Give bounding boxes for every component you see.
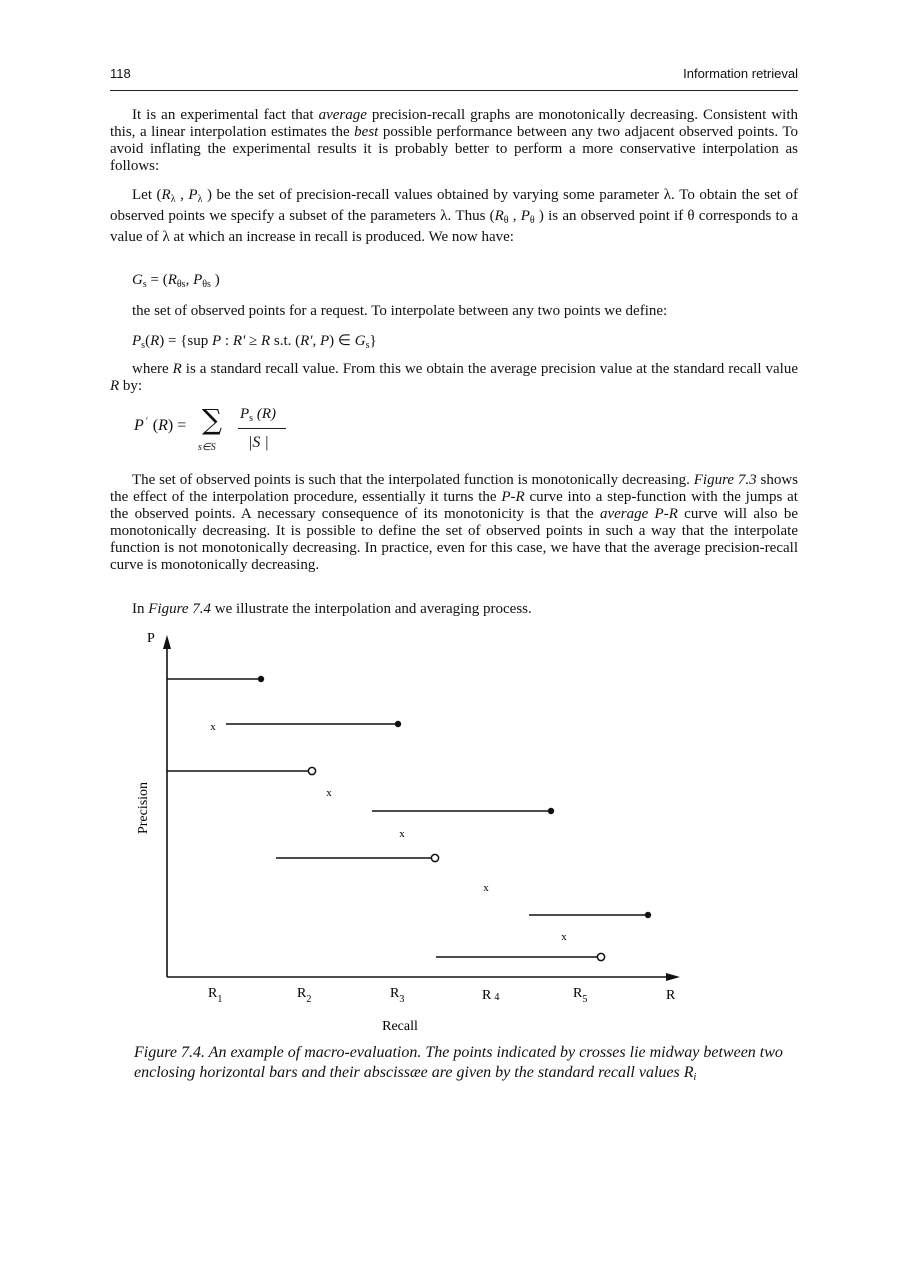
cross-marker: x [561, 931, 567, 943]
x-tick-r1: $R_1$ [208, 986, 223, 1005]
paragraph-5: The set of observed points is such that the interpolated function is monotonically decreasing. Figure 7.3 shows the effect of the interpolation procedure, essentially it turns the P-R curve into a step-function with the jumps at the observed points. A necessary consequence of its monotonicity is that the average P-R curve will also be monotonically decreasing. It is possible to define the set of observed points in such a way that the interpolate function is not monotonically decreasing. In practice, even for this case, we have that the average precision-recall curve is monotonically decreasing. [110, 472, 798, 573]
paragraph-1: It is an experimental fact that average precision-recall graphs are monotonically decreasing. Consistent with this, a linear interpolation estimates the best possible performance between any two adjacent observed points. To avoid inflating the experimental results it is probably better to perform a more conservative interpolation as follows: [110, 107, 798, 174]
open-point-marker [597, 953, 604, 960]
paragraph-3: the set of observed points for a request. To interpolate between any two points we define: [132, 303, 668, 319]
x-tick-r5: $R_5$ [573, 986, 588, 1005]
filled-point-marker [258, 676, 264, 682]
y-axis-arrow-icon [163, 635, 171, 649]
header-rule [110, 90, 798, 91]
y-axis-label: Precision [136, 781, 151, 835]
open-point-marker [431, 854, 438, 861]
sigma-symbol: ∑ [202, 403, 222, 436]
x-tick-r2: $R_2$ [297, 986, 312, 1005]
filled-point-marker [548, 808, 554, 814]
equation-ps: $P_s(R) = \{sup$ P : R' ≥ R s.t. (R', P) ∈ $G_s$} [132, 333, 377, 351]
filled-point-marker [645, 912, 651, 918]
paragraph-6: In Figure 7.4 we illustrate the interpolation and averaging process. [132, 601, 532, 617]
equation-average-precision: P´ (R) = ∑ s∈S $P_s$ (R) |S | [134, 404, 314, 460]
x-axis-label: Recall [382, 1019, 418, 1034]
open-point-marker [308, 767, 315, 774]
x-tick-r3: $R_3$ [390, 986, 405, 1005]
macro-evaluation-figure [120, 625, 700, 1040]
cross-marker: x [326, 787, 332, 799]
figure-caption: Figure 7.4. An example of macro-evaluation. The points indicated by crosses lie midway between two enclosing horizontal bars and their abscissæe are given by the standard recall values $R_i$ [134, 1044, 783, 1083]
x-axis-symbol: R [666, 988, 676, 1003]
cross-marker: x [483, 882, 489, 894]
filled-point-marker [395, 721, 401, 727]
paragraph-4: where R is a standard recall value. From this we obtain the average precision value at the standard recall value R by: [110, 361, 798, 394]
cross-marker: x [210, 721, 216, 733]
x-tick-r4: R 4 [482, 988, 500, 1003]
running-title: Information retrieval [683, 66, 798, 81]
equation-gs: $G_s = (R_{\theta s}$, $P_{\theta s}$ ) [132, 272, 220, 290]
x-axis-arrow-icon [666, 973, 680, 981]
page-number: 118 [110, 66, 131, 81]
paragraph-2: Let ($R_\lambda$ , $P_\lambda$ ) be the set of precision-recall values obtained by varying some parameter λ. To obtain the set of observed points we specify a subset of the parameters λ. Thus ($R_\theta$ , $P_\theta$ ) is an observed point if θ corresponds to a value of λ at which an increase in recall is produced. We now have: [110, 187, 799, 245]
cross-marker: x [399, 828, 405, 840]
y-axis-symbol: P [147, 631, 155, 646]
